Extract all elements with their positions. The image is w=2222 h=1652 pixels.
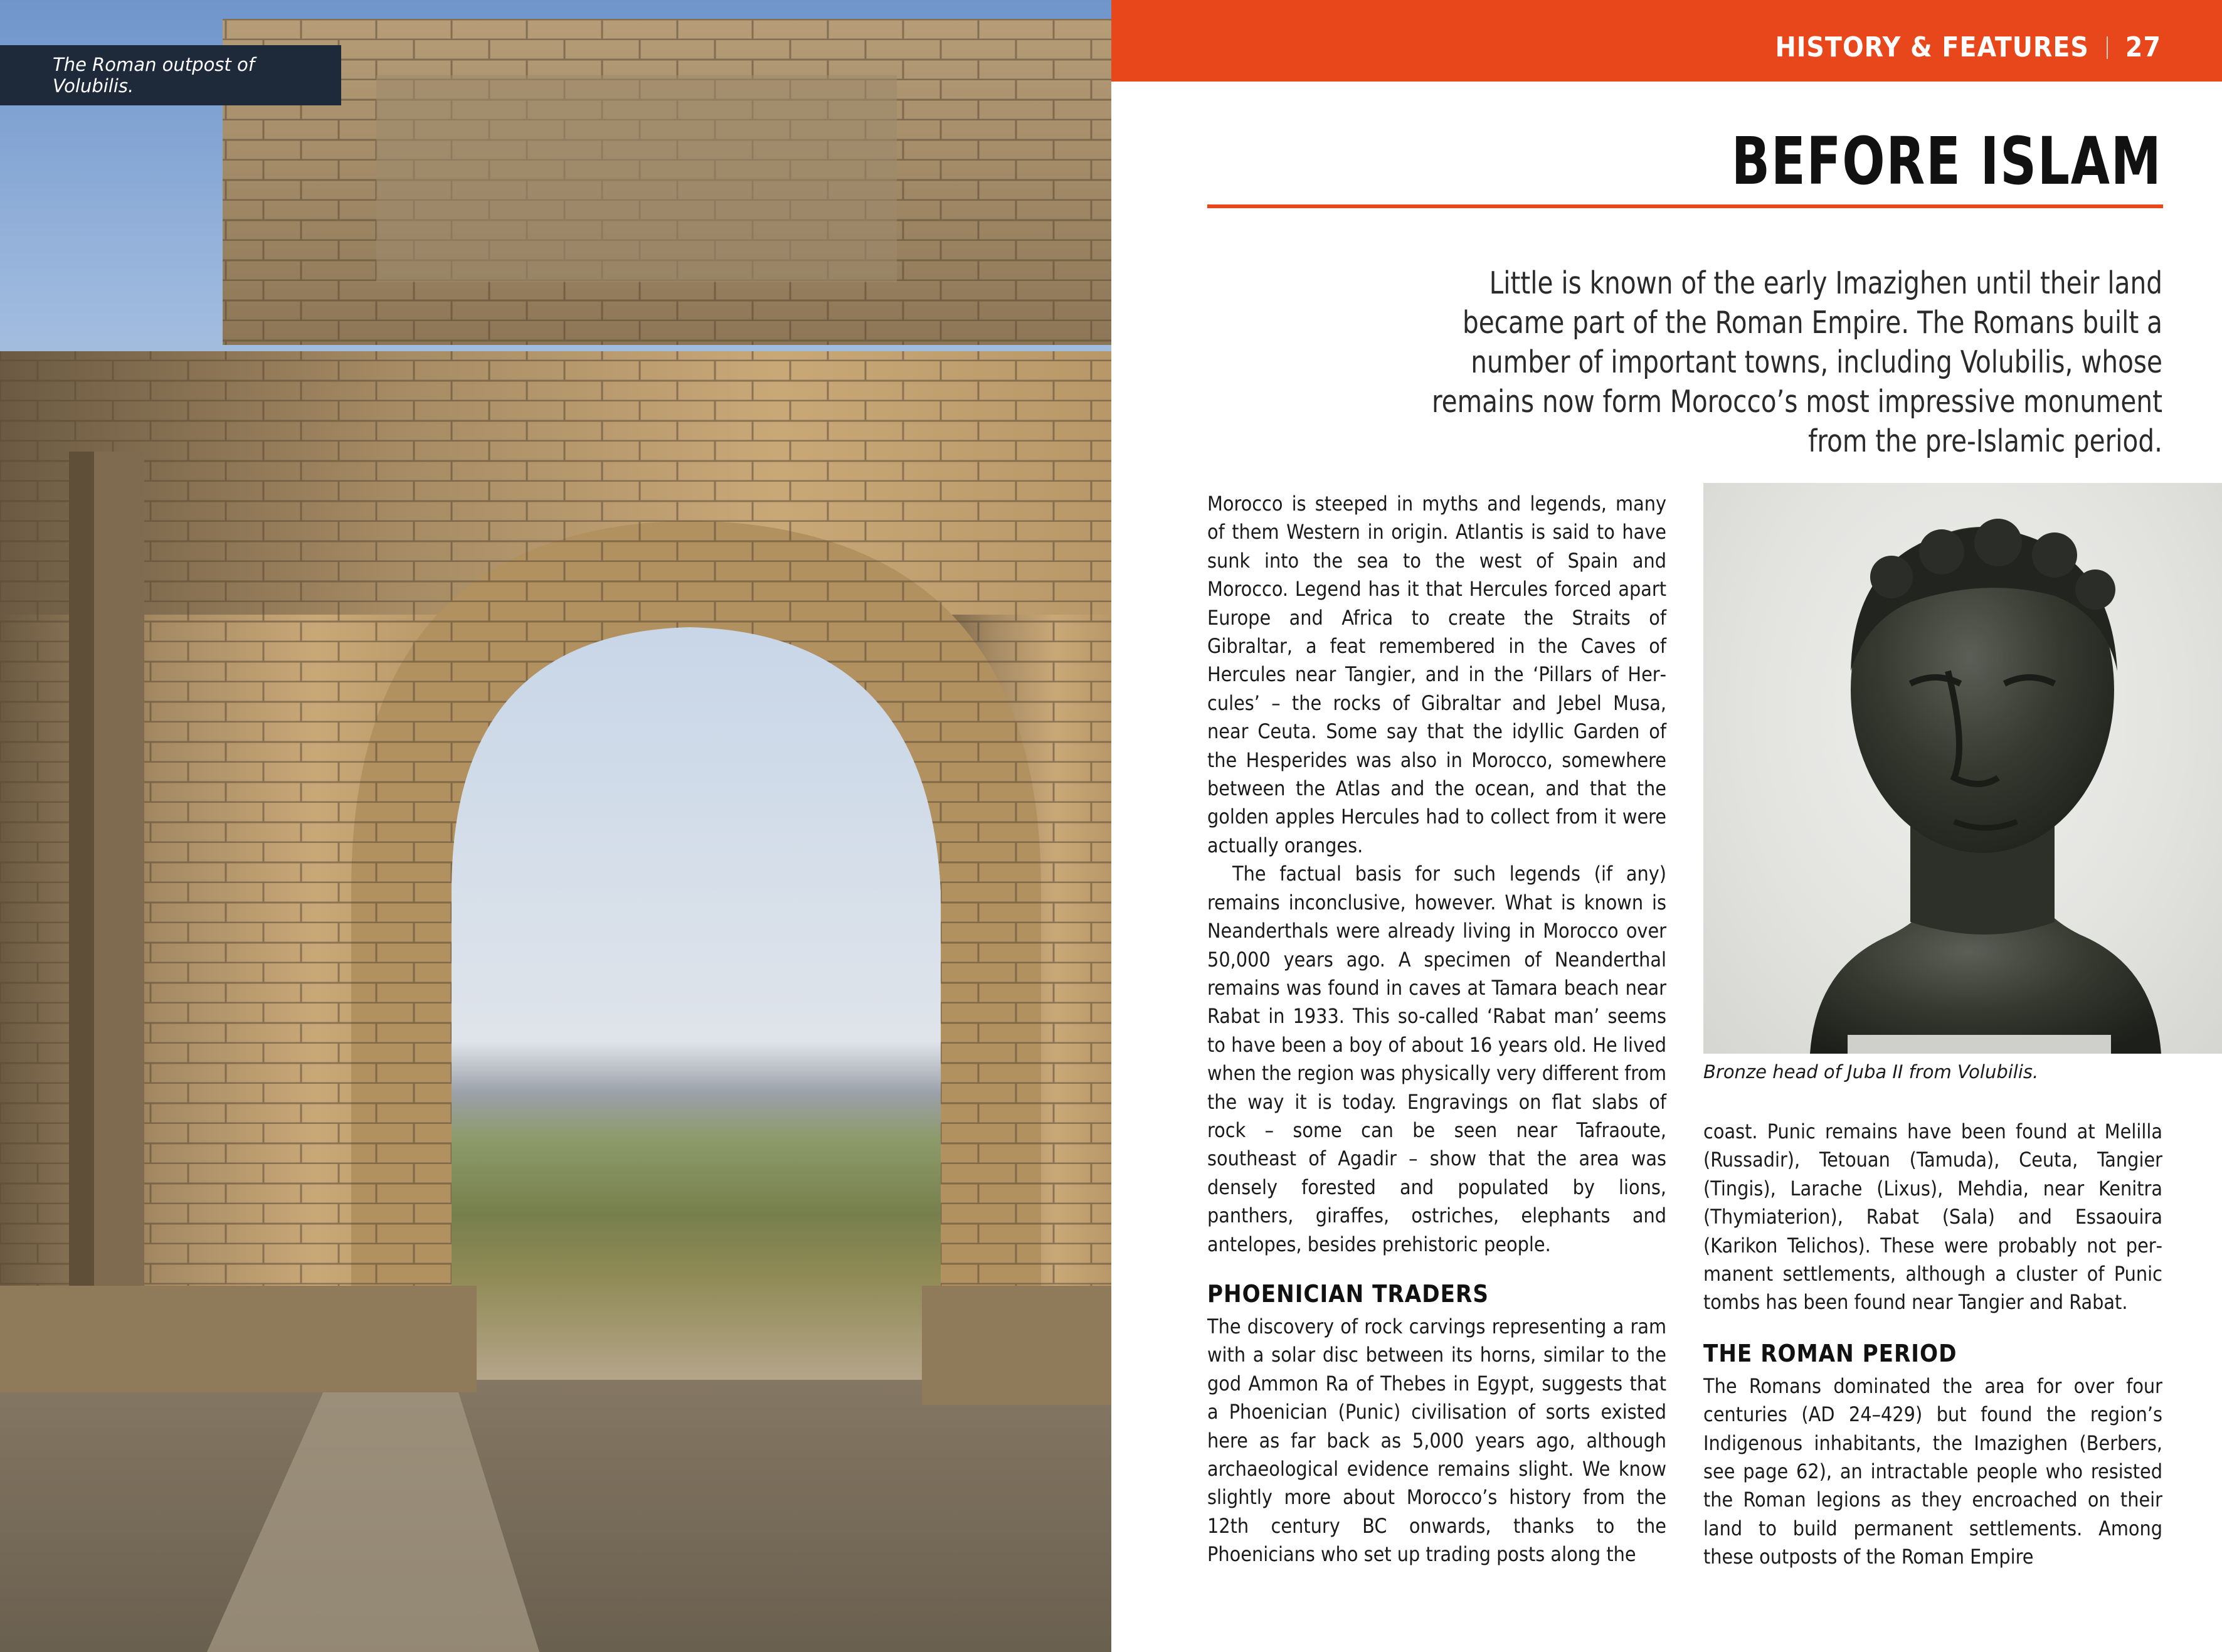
- body-paragraph: coast. Punic remains have been found at Melilla (Russadir), Tetouan (Tamuda), Ceuta, Tangier (Tingis), Larache (Lixus), Mehdia, near Kenitra (Thymiaterion), Rabat (Sala) and Essaouira (Karikon Telichos). These were probably not permanent settlements, although a cluster of Punic tombs has been found near Tangier and Rabat.: [1703, 1120, 2162, 1315]
- title-rule: [1207, 204, 2163, 208]
- subheading-roman-period: THE ROMAN PERIOD: [1703, 1339, 1957, 1367]
- body-paragraph: Morocco is steeped in myths and legends, many of them Western in origin. Atlantis is said to have sunk into the sea to the west of Spain and Morocco. Legend has it that Hercules forced apart Europe and Africa to create the Straits of Gibraltar, a feat remembered in the Caves of Hercules near Tangier, and in the ‘Pillars of Hercules’ – the rocks of Gibraltar and Jebel Musa, near Ceuta. Some say that the idyllic Garden of the Hesperides was also in Morocco, somewhere between the Atlas and the ocean, and that the golden apples Hercules had to collect from it were actually oranges.: [1207, 492, 1666, 857]
- bronze-head-illustration: [1703, 483, 2222, 1054]
- text-column-1: [1207, 490, 1666, 1569]
- bronze-head-photo: [1703, 483, 2222, 1054]
- section-title: HISTORY & FEATURES: [1775, 31, 2089, 63]
- page-title: BEFORE ISLAM: [1732, 123, 2162, 199]
- intro-paragraph: Little is known of the early Imazighen until their land became part of the Roman Empire. The Romans built a number of important towns, including Volubilis, whose remains now form Morocco’s most impressive monument from the pre-Islamic period.: [1431, 265, 2162, 459]
- photo-caption: The Roman outpost of Volubilis.: [0, 45, 341, 105]
- running-head: [1775, 31, 2161, 63]
- text-column-2: [1703, 1118, 2162, 1572]
- subheading-phoenician-traders: PHOENICIAN TRADERS: [1207, 1279, 1489, 1308]
- body-paragraph: The discovery of rock carvings representing a ram with a solar disc between its horns, similar to the god Ammon Ra of Thebes in Egypt, suggests that a Phoenician (Punic) civilisation of sorts existed here as far back as 5,000 years ago, although archaeological evidence remains slight. We know slightly more about Morocco’s history from the 12th century BC onwards, thanks to the Phoenicians who set up trading posts along the: [1207, 1314, 1666, 1567]
- bust-caption: Bronze head of Juba II from Volubilis.: [1703, 1061, 2039, 1083]
- body-paragraph: The factual basis for such legends (if any) remains inconclusive, however. What is known is Neanderthals were already living in Morocco over 50,000 years ago. A specimen of Neanderthal remains was found in caves at Tamara beach near Rabat in 1933. This so-called ‘Rabat man’ seems to have been a boy of about 16 years old. He lived when the region was physically very different from the way it is today. Engravings on flat slabs of rock – some can be seen near Tafraoute, southeast of Agadir – show that the area was densely forested and populated by lions, panthers, giraffes, ostriches, elephants and antelopes, besides prehistoric people.: [1207, 862, 1666, 1256]
- page-number: 27: [2125, 31, 2161, 63]
- running-head-divider: [2107, 36, 2108, 59]
- body-paragraph: The Romans dominated the area for over four centuries (AD 24–429) but found the region’s Indigenous inhabitants, the Imazighen (Berbers, see page 62), an intractable people who resisted the Roman legions as they encroached on their land to build permanent settlements. Among these outposts of the Roman Empire: [1703, 1374, 2162, 1569]
